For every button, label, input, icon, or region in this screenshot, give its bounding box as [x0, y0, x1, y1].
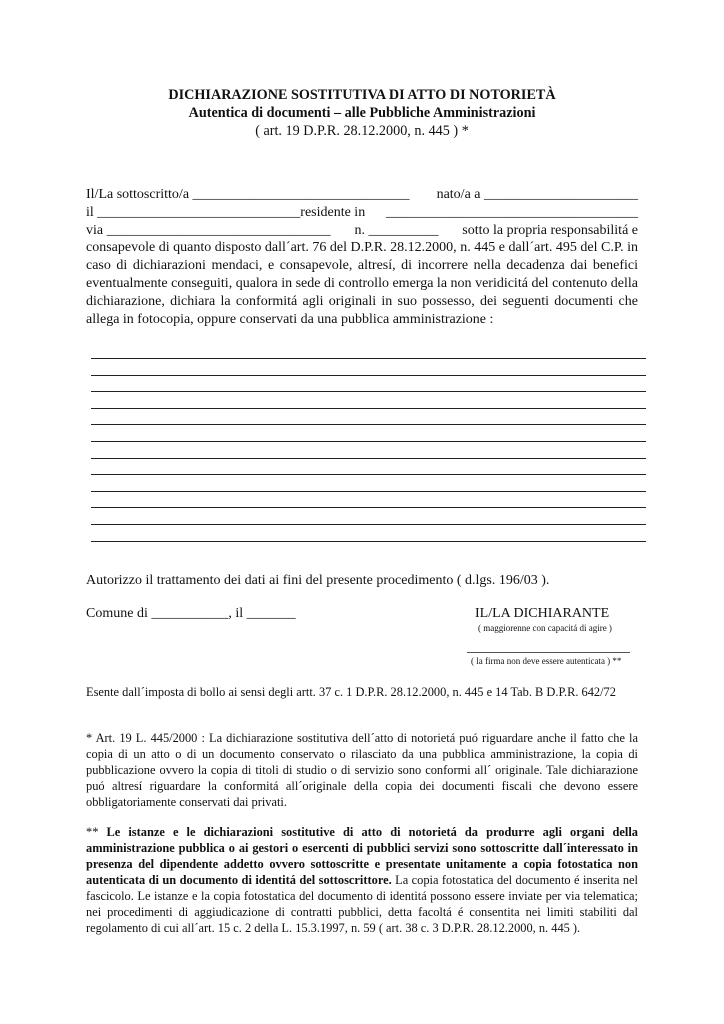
footnote-submission: [86, 824, 638, 936]
legal-reference: ( art. 19 D.P.R. 28.12.2000, n. 445 ) *: [255, 123, 469, 139]
blank-line[interactable]: [91, 474, 646, 475]
comune-date-field[interactable]: Comune di ___________, il _______: [86, 606, 296, 621]
residence-line: [86, 204, 638, 222]
blank-line[interactable]: [91, 424, 646, 425]
signature-line[interactable]: [467, 652, 630, 653]
stamp-duty-exemption: Esente dall´imposta di bollo ai sensi degli artt. 37 c. 1 D.P.R. 28.12.2000, n. 445 e 14 Tab. B D.P.R. 642/72: [86, 685, 616, 699]
house-number-field[interactable]: n. __________: [354, 222, 439, 238]
residence-field[interactable]: ____________________________________: [386, 204, 638, 220]
birthplace-field[interactable]: nato/a a ______________________: [436, 187, 638, 202]
blank-line[interactable]: [91, 491, 646, 492]
address-line: [86, 222, 638, 240]
blank-line[interactable]: [91, 458, 646, 459]
document-title: DICHIARAZIONE SOSTITUTIVA DI ATTO DI NOTORIETÀ: [168, 87, 556, 103]
declarant-name-line: [86, 186, 638, 204]
title-block: [0, 86, 724, 140]
blank-line[interactable]: [91, 441, 646, 442]
declaration-body: consapevole di quanto disposto dall´art. 76 del D.P.R. 28.12.2000, n. 445 e dall´art. 495 del C.P. in caso di dichiarazioni mendaci, e consapevole, altresí, di incorrere nella decadenza dai benefici eventualmente conseguiti, qualora in sede di controllo emerga la non veridicitá del contenuto della dichiarazione, dichiara la conformitá agli originali in suo possesso, dei seguenti documenti che allega in fotocopia, oppure conservati da una pubblica amministrazione :: [86, 240, 638, 327]
blank-line[interactable]: [91, 358, 646, 359]
blank-line[interactable]: [91, 541, 646, 542]
footnote-art19: * Art. 19 L. 445/2000 : La dichiarazione sostitutiva dell´atto di notorietá puó riguardare anche il fatto che la copia di un atto o di un documento conservato o rilasciato da una pubblica amministrazione, la copia di pubblicazione ovvero la copia di titoli di studio o di servizio sono conformi all´ originale. Tale dichiarazione puó altresí riguardare la conformitá all´originale della copia dei documenti fiscali che devono essere obbligatoriamente conservati dai privati.: [86, 731, 638, 809]
data-processing-authorization: Autorizzo il trattamento dei dati ai fini del presente procedimento ( d.lgs. 196/03 ).: [86, 573, 550, 588]
note2-prefix: **: [86, 825, 107, 839]
blank-line[interactable]: [91, 391, 646, 392]
note2-bold-text: Le istanze e le dichiarazioni sostitutive di atto di notorietá da produrre agli organi della amministrazione pubblica o ai gestori o esercenti di pubblici servizi sono sottoscritte dall´interessato in presenza del dipendente addetto ovvero sottoscritte e presentate unitamente a copia fotostatica non autenticata di un documento di identitá del sottoscrittore.: [86, 825, 638, 887]
blank-line[interactable]: [91, 375, 646, 376]
declaration-paragraph: [86, 186, 638, 328]
responsibility-text: sotto la propria responsabilitá e: [462, 222, 638, 238]
blank-line[interactable]: [91, 408, 646, 409]
birthdate-field[interactable]: il _____________________________residente in: [86, 204, 366, 220]
blank-line[interactable]: [91, 524, 646, 525]
note2-rest-text: La copia fotostatica del documento é inserita nel fascicolo. Le istanze e la copia fotostatica del documento di identitá possono essere inviate per via telematica; nei procedimenti di aggiudicazione di contratti pubblici, detta facoltá é consentita nei limiti stabiliti dal regolamento di cui all´art. 15 c. 2 della L. 15.3.1997, n. 59 ( art. 38 c. 3 D.P.R. 28.12.2000, n. 445 ).: [86, 873, 638, 935]
documents-list-lines[interactable]: [91, 358, 646, 557]
declarant-label: IL/LA DICHIARANTE: [475, 606, 610, 621]
blank-line[interactable]: [91, 507, 646, 508]
document-subtitle: Autentica di documenti – alle Pubbliche Amministrazioni: [188, 105, 536, 121]
signature-note: ( la firma non deve essere autenticata ) **: [471, 656, 622, 666]
street-field[interactable]: via ________________________________: [86, 222, 331, 238]
declarant-note: ( maggiorenne con capacitá di agire ): [478, 623, 612, 633]
name-field[interactable]: Il/La sottoscritto/a _______________________________: [86, 187, 410, 202]
